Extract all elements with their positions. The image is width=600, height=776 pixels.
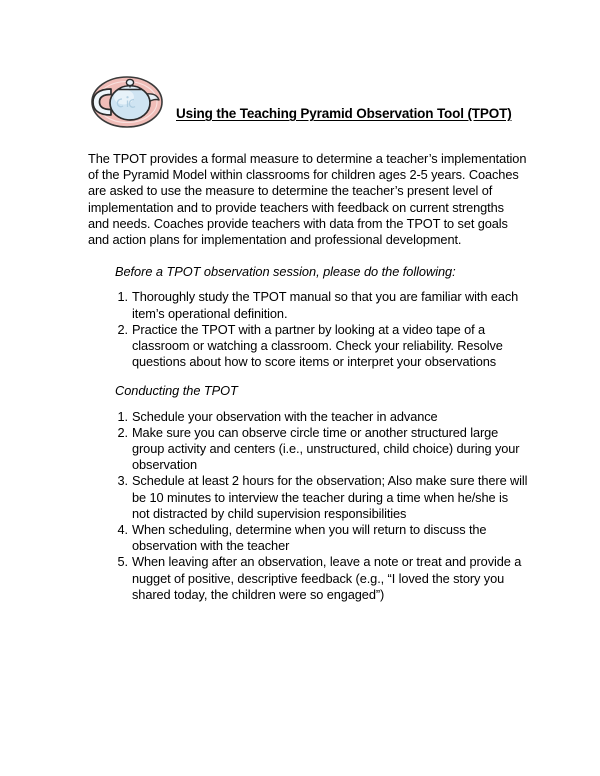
teapot-logo-icon	[89, 72, 165, 130]
list-item-number: 3.	[117, 473, 128, 489]
list-item	[88, 322, 528, 371]
list-item-text: Thoroughly study the TPOT manual so that you are familiar with each item’s operational definition.	[132, 289, 519, 321]
list-item-number: 4.	[117, 522, 128, 538]
list-item-number: 5.	[117, 554, 128, 570]
list-item-number: 2.	[117, 321, 128, 337]
intro-paragraph: The TPOT provides a formal measure to determine a teacher’s implementation of the Pyramid Model within classrooms for children ages 2-5 years. Coaches are asked to use the measure to determine the teacher’s present level of implementation and to provide teachers with feedback on current strengths and needs. Coaches provide teachers with data from the TPOT to set goals and action plans for implementation and professional development.	[88, 151, 527, 248]
list-item-number: 1.	[117, 289, 128, 305]
before-steps-list	[88, 289, 528, 370]
list-item	[88, 289, 528, 321]
section-heading-conducting: Conducting the TPOT	[115, 383, 238, 399]
document-body	[88, 151, 528, 603]
list-item	[88, 522, 528, 554]
list-item-text: When leaving after an observation, leave a note or treat and provide a nugget of positive, descriptive feedback (e.g., “I loved the story you shared today, the children were so engaged”)	[132, 554, 522, 602]
list-item-number: 2.	[117, 424, 128, 440]
list-item-text: Practice the TPOT with a partner by looking at a video tape of a classroom or watching a classroom. Check your reliability. Resolve questions about how to score items or interpret your observations	[132, 321, 503, 370]
conducting-steps-list	[88, 409, 528, 603]
list-item-text: Schedule your observation with the teacher in advance	[132, 408, 438, 424]
list-item	[88, 409, 528, 425]
document-header	[0, 70, 600, 132]
list-item	[88, 473, 528, 522]
list-item	[88, 425, 528, 474]
page-title: Using the Teaching Pyramid Observation Tool (TPOT)	[176, 106, 512, 121]
list-item-text: Schedule at least 2 hours for the observation; Also make sure there will be 10 minutes to interview the teacher during a time when he/she is not distracted by child supervision responsibilities	[132, 473, 528, 521]
list-item-text: Make sure you can observe circle time or another structured large group activity and centers (i.e., unstructured, child choice) during your observation	[132, 424, 520, 473]
list-item-text: When scheduling, determine when you will return to discuss the observation with the teacher	[132, 522, 487, 554]
section-heading-before: Before a TPOT observation session, please do the following:	[115, 264, 456, 280]
list-item	[88, 554, 528, 603]
list-item-number: 1.	[117, 408, 128, 424]
